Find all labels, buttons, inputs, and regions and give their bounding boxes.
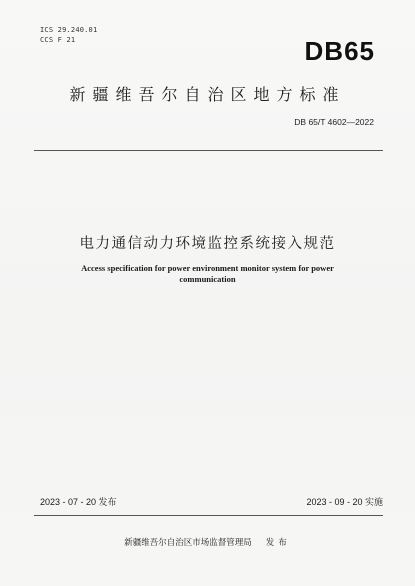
ccs-code: CCS F 21 [40, 36, 76, 44]
top-divider [34, 150, 383, 151]
english-title-line-2: communication [179, 274, 236, 284]
standard-number: DB 65/T 4602—2022 [294, 117, 374, 127]
document-title-chinese: 电力通信动力环境监控系统接入规范 [79, 236, 336, 252]
issuing-authority [0, 536, 415, 548]
issuer-name: 新疆维吾尔自治区市场监督管理局 [124, 538, 252, 548]
english-title-line-1: Access specification for power environment monitor system for power [81, 263, 334, 273]
ics-code: ICS 29.240.01 [40, 26, 98, 34]
db65-logo: DB65 [304, 36, 375, 66]
bottom-divider [34, 515, 383, 516]
document-title-english [0, 263, 415, 285]
implementation-date: 2023 - 09 - 20 实施 [306, 497, 383, 507]
publish-label: 发布 [265, 538, 291, 548]
standard-type-heading: 新疆维吾尔自治区地方标准 [69, 85, 346, 104]
issue-date: 2023 - 07 - 20 发布 [40, 497, 117, 507]
